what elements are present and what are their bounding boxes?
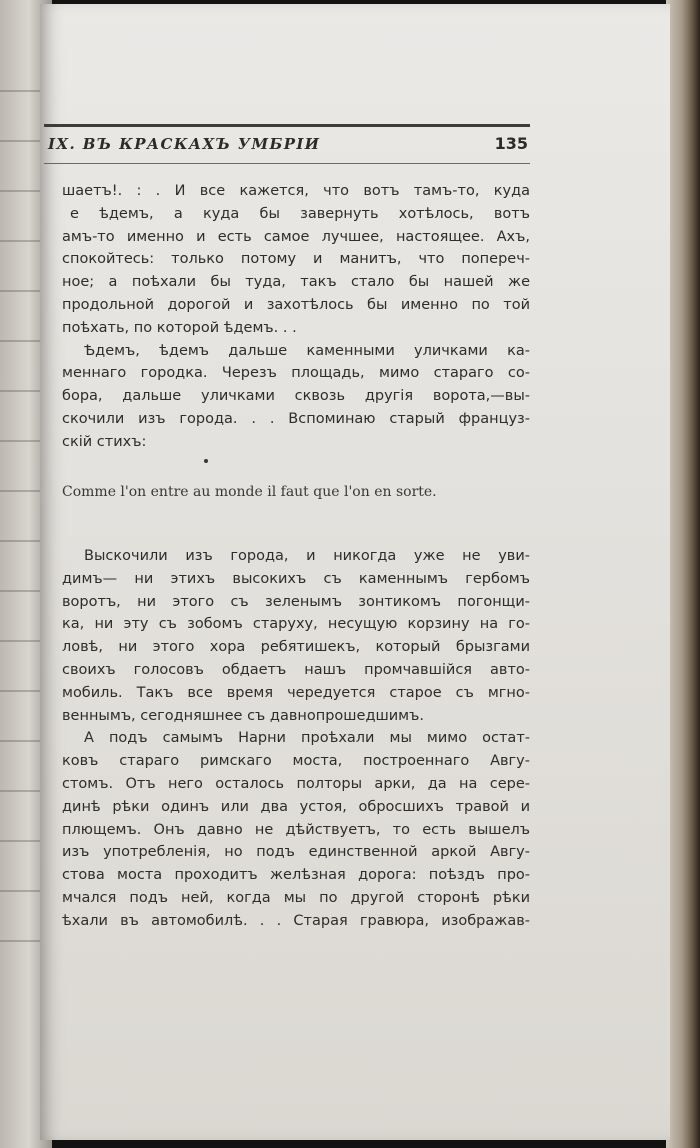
ghost-text-line [0, 740, 40, 742]
text-line: димъ— ни этихъ высокихъ съ каменнымъ гербомъ [62, 570, 530, 587]
text-line: е ѣдемъ, а куда бы завернуть хотѣлось, вотъ [70, 205, 530, 222]
running-title: IX. ВЪ КРАСКАХЪ УМБРІИ [48, 135, 321, 153]
text-line: стомъ. Отъ него осталось полторы арки, да на сере- [62, 775, 530, 792]
ghost-text-line [0, 490, 40, 492]
text-line: ка, ни эту съ зобомъ старуху, несущую корзину на го- [62, 616, 530, 633]
text-line: стова моста проходитъ желѣзная дорога: поѣздъ про- [62, 867, 530, 884]
text-line: мобиль. Такъ все время чередуется старое съ мгно- [62, 684, 530, 701]
ghost-text-line [0, 240, 40, 242]
text-line: ковъ стараго римскаго моста, построеннаго Авгу- [62, 753, 530, 770]
text-line: спокойтесь: только потому и манитъ, что попереч- [62, 251, 530, 268]
text-line: продольной дорогой и захотѣлось бы именно по той [62, 296, 530, 313]
ghost-text-line [0, 440, 40, 442]
text-line: динѣ рѣки одинъ или два устоя, обросшихъ травой и [62, 798, 530, 815]
text-line: ѣхали въ автомобилѣ. . . Старая гравюра, изображав- [62, 912, 530, 929]
book-fore-edge [666, 0, 700, 1148]
text-line: ное; а поѣхали бы туда, такъ стало бы нашей же [62, 274, 530, 291]
paragraph-block-first [62, 180, 530, 454]
text-line: своихъ голосовъ обдаетъ нашъ промчавшійся авто- [62, 661, 530, 678]
text-line: поѣхать, по которой ѣдемъ. . . [62, 319, 297, 336]
ghost-text-line [0, 190, 40, 192]
ghost-text-line [0, 390, 40, 392]
text-line: меннаго городка. Черезъ площадь, мимо стараго со- [62, 365, 530, 382]
page-number: 135 [494, 134, 528, 153]
ghost-text-line [0, 940, 40, 942]
text-line: ловѣ, ни этого хора ребятишекъ, который брызгами [62, 639, 530, 656]
ghost-text-line [0, 290, 40, 292]
ghost-text-line [0, 340, 40, 342]
ghost-text-line [0, 790, 40, 792]
ink-speck [204, 459, 208, 463]
ghost-text-line [0, 540, 40, 542]
ghost-text-line [0, 890, 40, 892]
text-line: мчался подъ ней, когда мы по другой сторонѣ рѣки [62, 889, 530, 906]
text-line: Выскочили изъ города, и никогда уже не уви- [84, 548, 530, 564]
paragraph-block-second [62, 545, 530, 933]
text-line: Ѣдемъ, ѣдемъ дальше каменными уличками ка- [84, 342, 530, 359]
text-line: воротъ, ни этого съ зеленымъ зонтикомъ погонщи- [62, 593, 530, 610]
ghost-text-line [0, 640, 40, 642]
ghost-text-line [0, 90, 40, 92]
text-line: шаетъ!. : . И все кажется, что вотъ тамъ-то, куда [62, 183, 530, 199]
text-line: амъ-то именно и есть самое лучшее, настоящее. Ахъ, [62, 228, 530, 245]
french-verse-quote: Comme l'on entre au monde il faut que l'on en sorte. [62, 484, 437, 500]
running-header [44, 124, 530, 164]
text-line: плющемъ. Онъ давно не дѣйствуетъ, то есть вышелъ [62, 821, 530, 838]
text-line: скій стихъ: [62, 433, 147, 450]
ghost-text-line [0, 840, 40, 842]
text-line: изъ употребленія, но подъ единственной аркой Авгу- [62, 844, 530, 861]
text-line: скочили изъ города. . . Вспоминаю старый француз- [62, 410, 530, 427]
ghost-text-line [0, 690, 40, 692]
text-line: А подъ самымъ Нарни проѣхали мы мимо остат- [84, 730, 530, 747]
ghost-text-line [0, 590, 40, 592]
text-line: бора, дальше уличками сквозь другія ворота,—вы- [62, 388, 530, 405]
text-line: веннымъ, сегодняшнее съ давнопрошедшимъ. [62, 707, 424, 724]
ghost-text-line [0, 140, 40, 142]
